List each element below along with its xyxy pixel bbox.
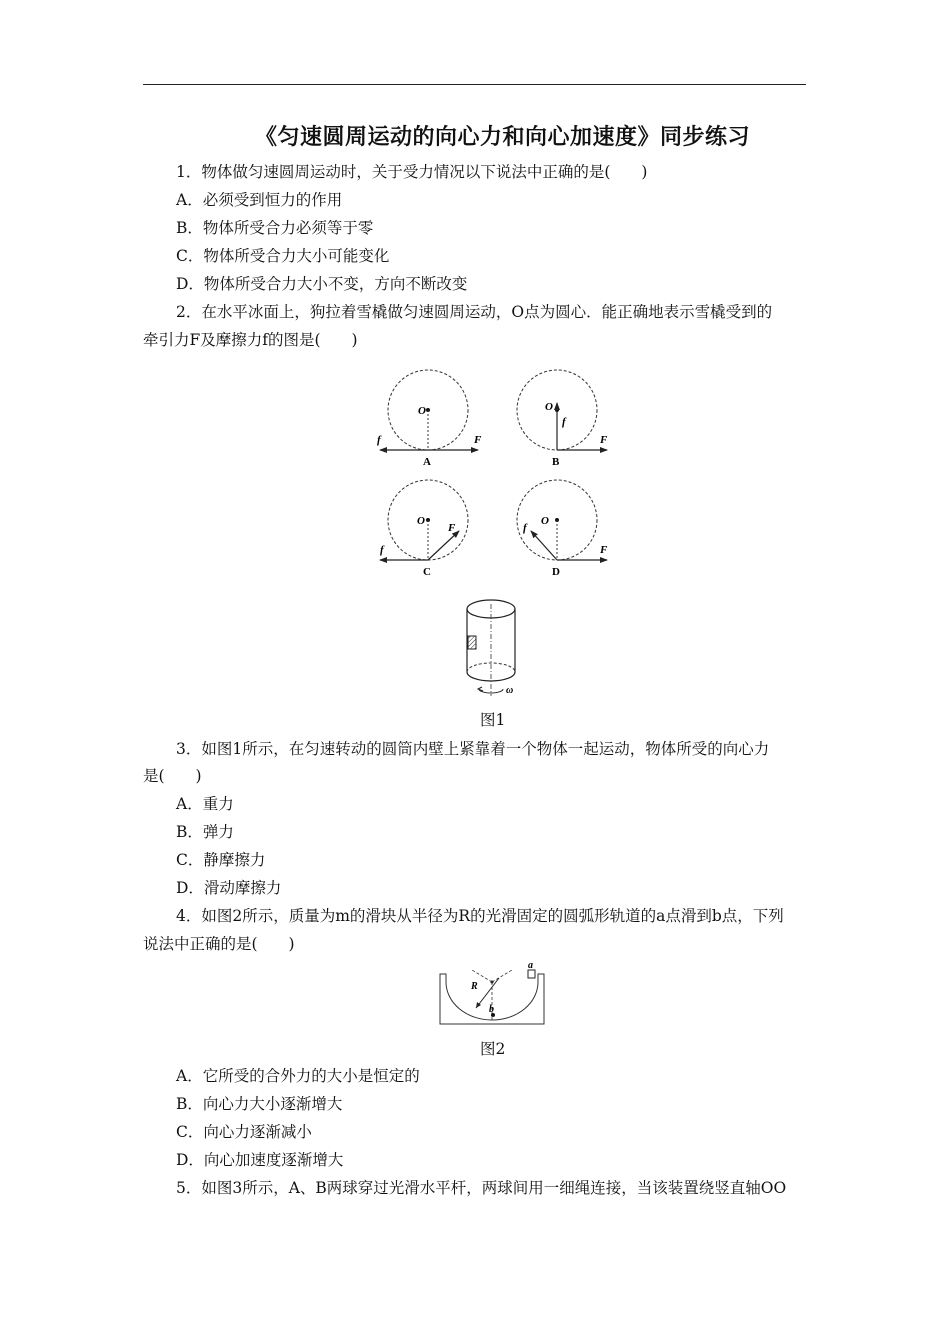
panel-d-F-label: F — [600, 544, 608, 556]
point-a-label: a — [528, 960, 533, 971]
omega-label: ω — [506, 685, 514, 696]
q3-option-a: A．重力 — [176, 795, 234, 813]
panel-b-center-label: O — [545, 401, 553, 413]
q4-option-c: C．向心力逐渐减小 — [176, 1123, 312, 1141]
figure-2-arc-track — [436, 960, 548, 1028]
q4-option-b: B．向心力大小逐渐增大 — [176, 1095, 343, 1113]
diagram-panel-a — [377, 370, 482, 468]
header-rule — [143, 84, 806, 85]
q1-option-d: D．物体所受合力大小不变，方向不断改变 — [176, 275, 468, 293]
page-title: 《匀速圆周运动的向心力和向心加速度》同步练习 — [254, 124, 750, 150]
radius-label: R — [471, 981, 478, 992]
q4-option-a: A．它所受的合外力的大小是恒定的 — [176, 1067, 420, 1085]
q2-force-diagrams — [370, 365, 620, 585]
panel-a-caption: A — [423, 456, 431, 468]
q5-stem-line1: 5．如图3所示，A、B两球穿过光滑水平杆，两球间用一细绳连接，当该装置绕竖直轴OO — [176, 1179, 787, 1197]
diagram-panel-c — [380, 480, 468, 578]
diagram-panel-b — [517, 370, 608, 468]
q1-stem: 1．物体做匀速圆周运动时，关于受力情况以下说法中正确的是( ) — [176, 163, 648, 181]
q1-option-c: C．物体所受合力大小可能变化 — [176, 247, 390, 265]
panel-b-f-label: f — [562, 416, 566, 428]
q3-option-d: D．滑动摩擦力 — [176, 879, 282, 897]
figure-1-cylinder — [455, 596, 535, 700]
q2-stem-line1: 2．在水平冰面上，狗拉着雪橇做匀速圆周运动，O点为圆心．能正确地表示雪橇受到的 — [176, 303, 773, 321]
q2-stem-line2: 牵引力F及摩擦力f的图是( ) — [143, 331, 358, 349]
q3-stem-line1: 3．如图1所示，在匀速转动的圆筒内壁上紧靠着一个物体一起运动，物体所受的向心力 — [176, 740, 770, 758]
panel-c-caption: C — [423, 566, 431, 578]
panel-a-F-label: F — [474, 434, 482, 446]
panel-b-F-label: F — [600, 434, 608, 446]
q3-option-c: C．静摩擦力 — [176, 851, 266, 869]
q3-option-b: B．弹力 — [176, 823, 234, 841]
panel-b-caption: B — [552, 456, 560, 468]
q4-option-d: D．向心加速度逐渐增大 — [176, 1151, 344, 1169]
q1-option-a: A．必须受到恒力的作用 — [176, 191, 343, 209]
figure-1-caption: 图1 — [480, 711, 506, 729]
panel-c-center-label: O — [417, 515, 425, 527]
q4-stem-line2: 说法中正确的是( ) — [143, 935, 295, 953]
panel-c-F-label: F — [448, 522, 456, 534]
q1-option-b: B．物体所受合力必须等于零 — [176, 219, 374, 237]
panel-d-f-label: f — [523, 522, 527, 534]
diagram-panel-d — [517, 480, 608, 578]
panel-d-center-label: O — [541, 515, 549, 527]
q3-stem-line2: 是( ) — [143, 767, 202, 785]
panel-c-f-label: f — [380, 544, 384, 556]
q4-stem-line1: 4．如图2所示，质量为m的滑块从半径为R的光滑固定的圆弧形轨道的a点滑到b点，下列 — [176, 907, 784, 925]
point-b-label: b — [489, 1004, 494, 1015]
panel-a-f-label: f — [377, 434, 381, 446]
figure-2-caption: 图2 — [480, 1040, 506, 1058]
panel-d-caption: D — [552, 566, 560, 578]
panel-a-center-label: O — [418, 405, 426, 417]
